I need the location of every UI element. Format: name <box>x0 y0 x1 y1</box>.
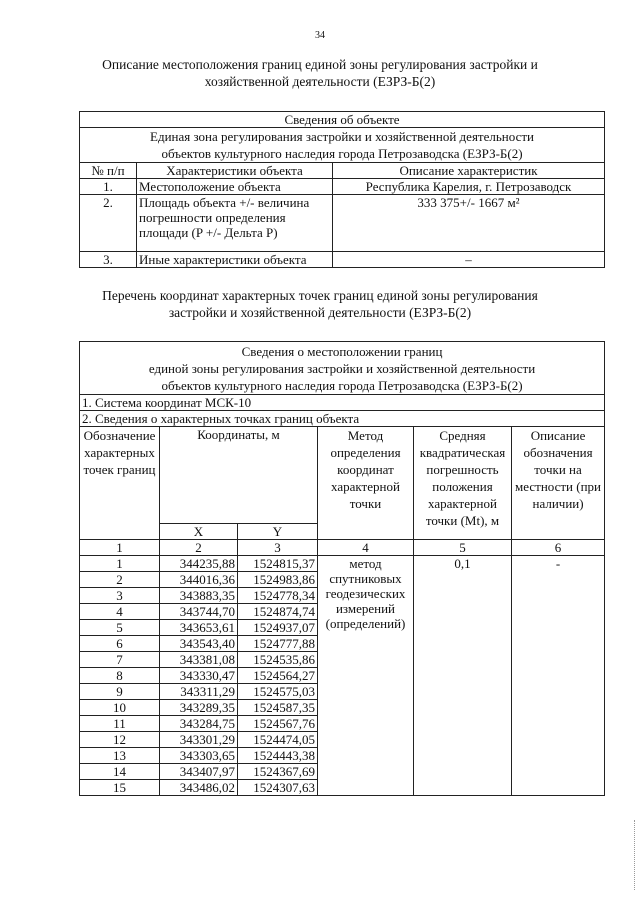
point-x: 343543,40 <box>160 636 238 652</box>
object-table-header: Сведения об объекте <box>80 112 605 128</box>
point-y: 1524535,86 <box>238 652 318 668</box>
point-y: 1524307,63 <box>238 780 318 796</box>
coord-system: 1. Система координат МСК-10 <box>80 395 605 411</box>
column-number: 3 <box>238 540 318 556</box>
col-header-description: Описание характеристик <box>333 163 605 179</box>
document-heading-line1: Описание местоположения границ единой зоны регулирования застройки и <box>102 57 538 72</box>
point-y: 1524874,74 <box>238 604 318 620</box>
points-title: 2. Сведения о характерных точках границ объекта <box>80 411 605 427</box>
object-row <box>80 195 605 252</box>
point-number: 13 <box>80 748 160 764</box>
point-number: 6 <box>80 636 160 652</box>
column-number: 2 <box>160 540 238 556</box>
error-value: 0,1 <box>414 556 512 796</box>
point-number: 2 <box>80 572 160 588</box>
point-number: 5 <box>80 620 160 636</box>
point-x: 343653,61 <box>160 620 238 636</box>
column-number: 5 <box>414 540 512 556</box>
point-y: 1524443,38 <box>238 748 318 764</box>
point-number: 14 <box>80 764 160 780</box>
coords-header-row <box>80 342 605 395</box>
object-row-description: Республика Карелия, г. Петрозаводск <box>333 179 605 195</box>
point-x: 343311,29 <box>160 684 238 700</box>
object-name <box>80 128 605 163</box>
coords-columns-row <box>80 427 605 524</box>
point-x: 343301,29 <box>160 732 238 748</box>
point-number: 9 <box>80 684 160 700</box>
point-y: 1524937,07 <box>238 620 318 636</box>
point-y: 1524587,35 <box>238 700 318 716</box>
point-y: 1524777,88 <box>238 636 318 652</box>
point-y: 1524778,34 <box>238 588 318 604</box>
point-y: 1524575,03 <box>238 684 318 700</box>
object-name-line1: Единая зона регулирования застройки и хозяйственной деятельности <box>150 129 534 144</box>
object-row-characteristic: Иные характеристики объекта <box>137 252 333 268</box>
coord-system-row <box>80 395 605 411</box>
object-row-description: – <box>333 252 605 268</box>
point-number: 4 <box>80 604 160 620</box>
coords-heading <box>0 287 640 321</box>
point-x: 343381,08 <box>160 652 238 668</box>
object-name-line2: объектов культурного наследия города Петрозаводска (ЕЗРЗ-Б(2) <box>161 146 523 161</box>
object-table-header-row <box>80 112 605 128</box>
column-number: 6 <box>512 540 605 556</box>
point-number: 11 <box>80 716 160 732</box>
col-header-method: Метод определения координат характерной точки <box>318 427 414 540</box>
object-table-rows <box>80 179 605 268</box>
object-row-num: 1. <box>80 179 137 195</box>
coordinates-table <box>79 341 605 796</box>
column-number: 1 <box>80 540 160 556</box>
column-numbers-row <box>80 540 605 556</box>
point-x: 343330,47 <box>160 668 238 684</box>
point-x: 343883,35 <box>160 588 238 604</box>
object-row-num: 2. <box>80 195 137 252</box>
coords-heading-line1: Перечень координат характерных точек границ единой зоны регулирования <box>102 288 538 303</box>
object-row <box>80 179 605 195</box>
coords-header <box>80 342 605 395</box>
points-title-row <box>80 411 605 427</box>
point-number: 8 <box>80 668 160 684</box>
object-row-description: 333 375+/- 1667 м² <box>333 195 605 252</box>
object-table-columns-row <box>80 163 605 179</box>
point-number: 3 <box>80 588 160 604</box>
coords-heading-line2: застройки и хозяйственной деятельности (ЕЗРЗ-Б(2) <box>168 305 472 320</box>
coords-header-line3: объектов культурного наследия города Петрозаводска (ЕЗРЗ-Б(2) <box>161 378 523 393</box>
point-number: 7 <box>80 652 160 668</box>
point-number: 15 <box>80 780 160 796</box>
point-number: 1 <box>80 556 160 572</box>
object-row <box>80 252 605 268</box>
point-y: 1524567,76 <box>238 716 318 732</box>
col-header-num: № п/п <box>80 163 137 179</box>
points-rows <box>80 556 605 796</box>
col-header-error: Средняя квадратическая погрешность положения характерной точки (Mt), м <box>414 427 512 540</box>
col-header-designation: Обозначение характерных точек границ <box>80 427 160 540</box>
object-info-table <box>79 111 605 268</box>
point-number: 10 <box>80 700 160 716</box>
point-x: 343303,65 <box>160 748 238 764</box>
col-header-description: Описание обозначения точки на местности (при наличии) <box>512 427 605 540</box>
object-row-characteristic: Площадь объекта +/- величина погрешности определения площади (P +/- Дельта P) <box>137 195 333 252</box>
document-heading-line2: хозяйственной деятельности (ЕЗРЗ-Б(2) <box>204 74 436 89</box>
page-number: 34 <box>315 30 325 41</box>
object-name-row <box>80 128 605 163</box>
object-row-num: 3. <box>80 252 137 268</box>
col-header-characteristic: Характеристики объекта <box>137 163 333 179</box>
point-x: 343486,02 <box>160 780 238 796</box>
point-number: 12 <box>80 732 160 748</box>
point-description-value: - <box>512 556 605 796</box>
document-heading <box>0 56 640 90</box>
point-x: 343407,97 <box>160 764 238 780</box>
coords-header-line1: Сведения о местоположении границ <box>241 344 443 359</box>
method-value: метод спутниковых геодезических измерений (определений) <box>318 556 414 796</box>
point-y: 1524564,27 <box>238 668 318 684</box>
col-header-coordinates: Координаты, м <box>160 427 318 524</box>
scan-margin-mark <box>634 820 636 890</box>
point-x: 343284,75 <box>160 716 238 732</box>
point-x: 343744,70 <box>160 604 238 620</box>
point-y: 1524815,37 <box>238 556 318 572</box>
point-y: 1524474,05 <box>238 732 318 748</box>
object-row-characteristic: Местоположение объекта <box>137 179 333 195</box>
column-number: 4 <box>318 540 414 556</box>
point-x: 343289,35 <box>160 700 238 716</box>
coords-header-line2: единой зоны регулирования застройки и хозяйственной деятельности <box>148 361 536 376</box>
point-y: 1524367,69 <box>238 764 318 780</box>
col-header-x: X <box>160 524 238 540</box>
table-row <box>80 556 605 572</box>
col-header-y: Y <box>238 524 318 540</box>
point-x: 344235,88 <box>160 556 238 572</box>
point-x: 344016,36 <box>160 572 238 588</box>
point-y: 1524983,86 <box>238 572 318 588</box>
